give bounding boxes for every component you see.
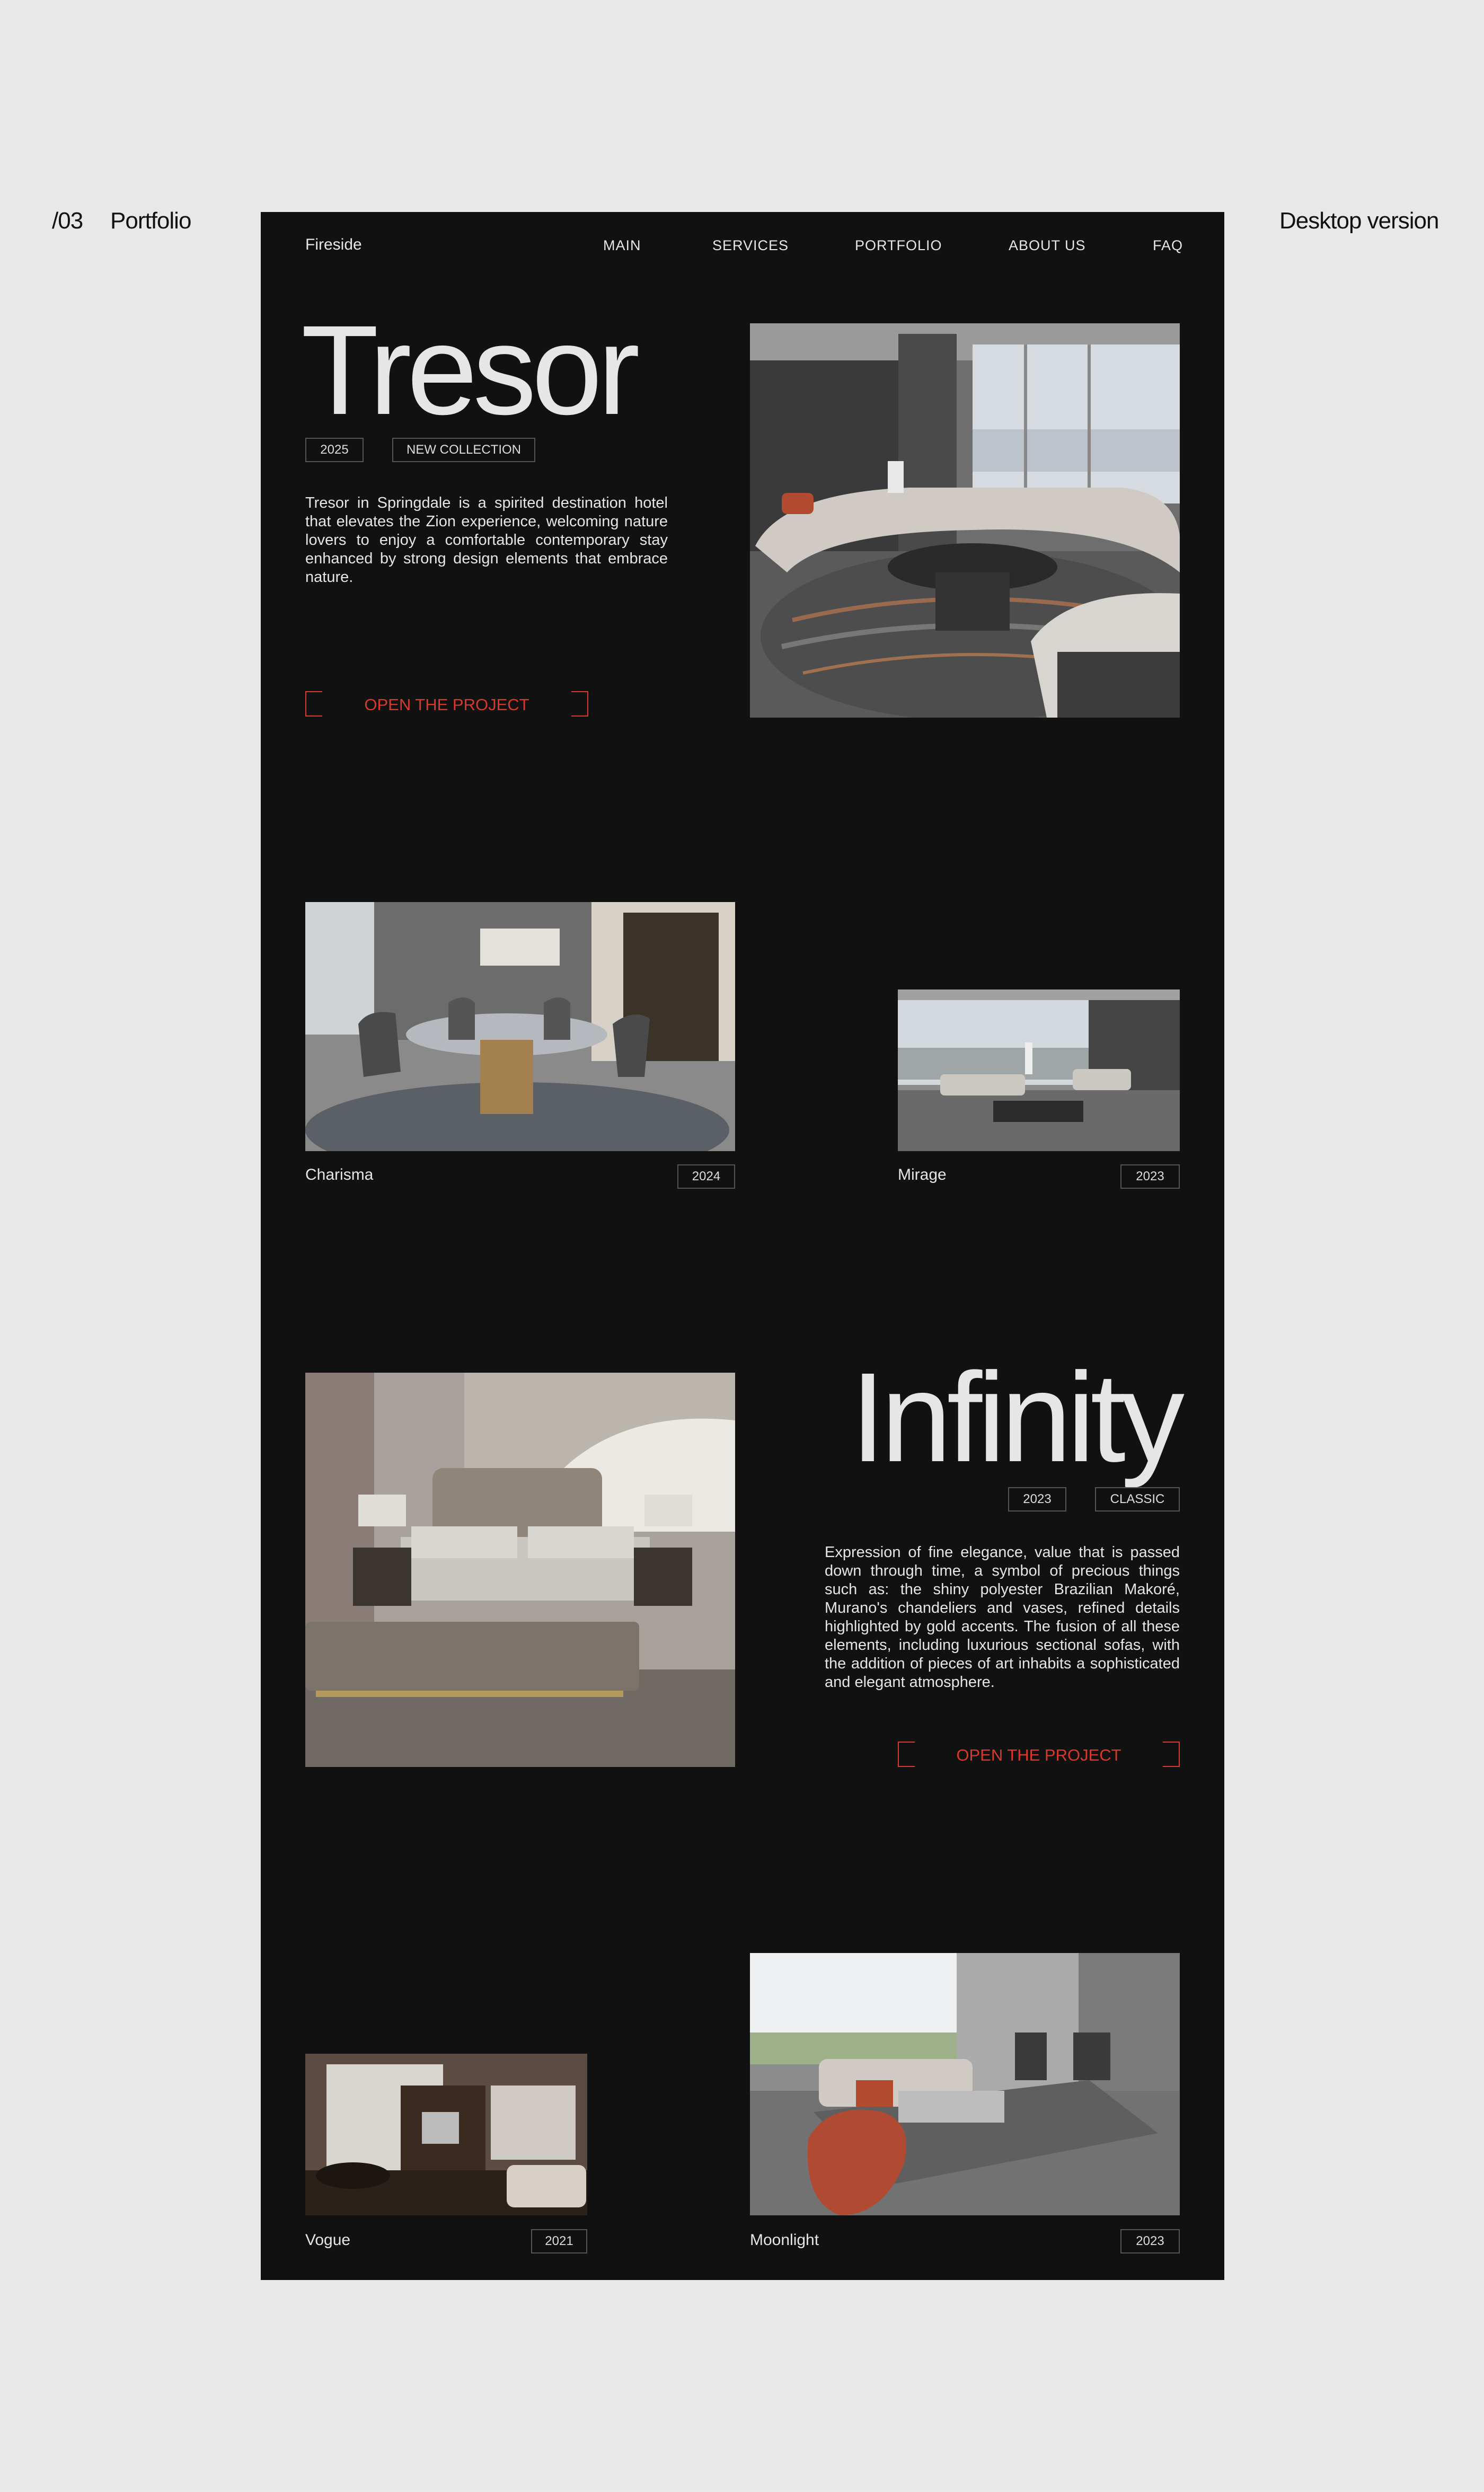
bracket-right-icon: [1163, 1742, 1180, 1767]
card-title-vogue[interactable]: Vogue: [305, 2231, 351, 2249]
tresor-image[interactable]: [750, 323, 1180, 718]
bracket-right-icon: [571, 691, 588, 717]
open-project-button[interactable]: [305, 691, 588, 717]
nav-portfolio[interactable]: PORTFOLIO: [855, 237, 942, 253]
cta-label: OPEN THE PROJECT: [364, 695, 529, 714]
site-logo[interactable]: Fireside: [305, 236, 362, 253]
section-index: /03: [52, 208, 83, 234]
tag-year-infinity: 2023: [1008, 1487, 1066, 1512]
infinity-image[interactable]: [305, 1373, 735, 1767]
project-title-tresor: Tresor: [301, 299, 635, 441]
project-description-infinity: Expression of fine elegance, value that is passed down through time, a symbol of precious things such as: the shiny polyester Brazilian Makoré, Murano's chandeliers and vases, refined details highlighted by gold accents. The fusion of all these elements, including luxurious sectional sofas, with the addition of pieces of art inhabits a sophisticated and elegant atmosphere.: [825, 1544, 1180, 1691]
tag-style-infinity: CLASSIC: [1095, 1487, 1180, 1512]
card-title-moonlight[interactable]: Moonlight: [750, 2231, 819, 2249]
card-year-mirage: 2023: [1120, 1164, 1180, 1189]
card-year-moonlight: 2023: [1120, 2229, 1180, 2254]
card-title-mirage[interactable]: Mirage: [898, 1166, 947, 1183]
open-project-button-infinity[interactable]: [898, 1742, 1180, 1767]
card-year-charisma: 2024: [677, 1164, 735, 1189]
moonlight-image[interactable]: [750, 1953, 1180, 2215]
nav-faq[interactable]: FAQ: [1153, 237, 1183, 253]
card-title-charisma[interactable]: Charisma: [305, 1166, 374, 1183]
card-year-vogue: 2021: [531, 2229, 587, 2254]
version-label: Desktop version: [1279, 208, 1439, 234]
section-title: Portfolio: [110, 208, 191, 234]
nav-main[interactable]: MAIN: [603, 237, 641, 253]
nav-services[interactable]: SERVICES: [712, 237, 789, 253]
tag-year: 2025: [305, 438, 364, 462]
vogue-image[interactable]: [305, 2054, 587, 2215]
project-description: Tresor in Springdale is a spirited destination hotel that elevates the Zion experience, welcoming nature lovers to enjoy a comfortable contemporary stay enhanced by strong design elements that embrace nature.: [305, 494, 668, 586]
tag-collection: NEW COLLECTION: [392, 438, 535, 462]
charisma-image[interactable]: [305, 902, 735, 1151]
nav-about-us[interactable]: ABOUT US: [1009, 237, 1086, 253]
cta-label: OPEN THE PROJECT: [956, 1746, 1121, 1764]
desktop-frame: [261, 212, 1224, 2280]
project-title-infinity: Infinity: [850, 1346, 1180, 1488]
mirage-image[interactable]: [898, 989, 1180, 1151]
